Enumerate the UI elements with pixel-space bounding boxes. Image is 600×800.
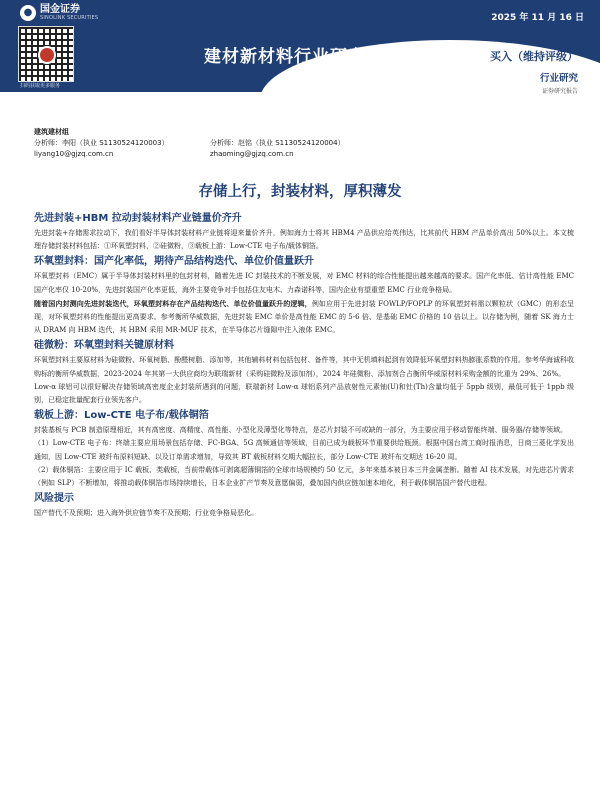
rating-badge: 买入（维持评级） [490,50,578,63]
analyst-info [34,127,574,160]
report-title: 建材新材料行业研究 [204,47,366,67]
paragraph: 国产替代不及预期；进入海外供应链节奏不及预期；行业竞争格局恶化。 [34,509,258,518]
bold-highlight: 随着国内封测向先进封装迭代，环氧塑封料存在产品结构迭代、单位价值量跃升的逻辑， [34,298,312,308]
analyst-1: 分析师：李阳（执业 S1130524120003） [34,139,169,147]
sector-label: 建筑建材组 [34,128,69,136]
document-title: 存储上行，封装材料，厚积薄发 [198,184,402,200]
analyst-2-email[interactable]: zhaoming@gjzq.com.cn [210,150,294,158]
paragraph: （2）载体铜箔：主要应用于 IC 载板、类载板，当前带载体可剥离超薄铜箔的全球市场规模约 50 亿元，多年来基本被日本三井金属垄断。随着 AI 技术发展，对先进芯片需求（例如 SLP）不断增加，将推动载体铜箔市场持续增长，日本企业扩产节奏及意愿偏弱，叠加国内供应链加速本地化，利于载体铜箔国产替代进程。 [34,465,574,488]
paragraph: 环氧塑封料（EMC）属于半导体封装材料里的包封材料，随着先进 IC 封装技术的不断发展，对 EMC 材料的综合性能提出越来越高的要求。国产化率低、估计高性能 EMC 国产化率仅 10-20%，先进封装国产化率更低，海外主要竞争对手包括住友电木、力森诺科等，国内企业有望重塑 EMC 行业竞争格局。 [34,272,574,294]
section-title-emc: 环氧塑封料：国产化率低，期待产品结构迭代、单位价值量跃升 [34,256,314,268]
paragraph: 封装基板与 PCB 制造原理相近，其有高密度、高精度、高性能、小型化及薄型化等特点，是芯片封装不可或缺的一部分，为主要应用于移动智能终端、服务器/存储等领域。 [34,426,568,435]
paragraph-rest: 例如应用于先进封装 FOWLP/FOPLP 的环氧塑封料需以颗粒状（GMC）的形态呈现，对环氧塑封料的性能提出更高要求。参考衡所华威数据，先进封装 EMC 单价是高性能 EMC 的 5-6 倍、是基础 EMC 价格的 10 倍以上。以存储为例，随着 SK 海力士从 DRAM 向 HBM 迭代，其 HBM 采用 MR-MUF 技术，在半导体芯片缝隙中注入液体 EMC。 [34,299,574,335]
report-date: 2025 年 11 月 16 日 [491,13,584,23]
report-header [0,0,600,122]
paragraph: Low-α 球铝可以很好解决存储领域高密度企业封装所遇到的问题，联瑞新材 Low-α 球铝系列产品放射性元素铀(U)和钍(Th)含量均低于 5ppb 级别，最低可低于 1ppb 级别，已稳定批量配套行业领先客户。 [34,382,574,405]
paragraph: 先进封装+存储需求拉动下，我们看好半导体封装材料产业链将迎来量价齐升，例如海力士将其 HBM4 产品供应给英伟达，比其前代 HBM 产品单价高出 50%以上。本文梳理存储封装材料包括：①环氧塑封料，②硅微粉，③载板上游：Low-CTE 电子布/载体铜箔。 [34,229,574,251]
report-body [34,210,574,520]
brand-name-en: SINOLINK SECURITIES [40,15,99,21]
paragraph: （1）Low-CTE 电子布：终端主要应用场景包括存储、FC-BGA、5G 高频通信等领域，目前已成为载板环节重要供给瓶颈。根据中国台湾工商时报消息，日商三菱化学发出通知，因 Low-CTE 玻纤布原料短缺、以及订单需求增加，导致其 BT 载板材料交期大幅拉长，部分 Low-CTE 玻纤布交期达 16-20 周。 [34,439,574,461]
paragraph: 环氧塑封料主要原材料为硅微粉、环氧树脂、酚醛树脂、添加等，其他辅料材料包括包材、备件等，其中无机填料起到有效降低环氧塑封料热膨胀系数的作用。参考华海诚科收购标的衡所华威数据，2023-2024 年其第一大供应商均为联瑞新材（采购硅微粉及添加剂），2024 年硅微粉、添加剂合占衡所华威原材料采购金额的比重为 29%、26%。 [34,356,574,378]
section-title-silica: 硅微粉：环氧塑封料关键原材料 [34,340,174,352]
header-stripe [0,92,600,122]
paragraph [34,297,574,338]
section-title-substrate: 载板上游：Low-CTE 电子布/载体铜箔 [34,410,209,422]
qr-caption: 扫码获取更多服务 [20,83,61,89]
report-type: 行业研究 [539,73,578,84]
qr-code-icon [18,26,74,82]
brand-logo [20,4,98,21]
analyst-1-email[interactable]: liyang10@gjzq.com.cn [34,150,114,158]
section-title-risk: 风险提示 [34,493,74,505]
brand-name: 国金证券 [40,4,80,15]
report-subtype: 证券研究报告 [541,88,578,95]
section-title-advanced-packaging: 先进封装+HBM 拉动封装材料产业链量价齐升 [34,213,242,224]
logo-icon: ● [20,5,36,21]
analyst-2: 分析师：赵铭（执业 S1130524120004） [210,139,345,147]
